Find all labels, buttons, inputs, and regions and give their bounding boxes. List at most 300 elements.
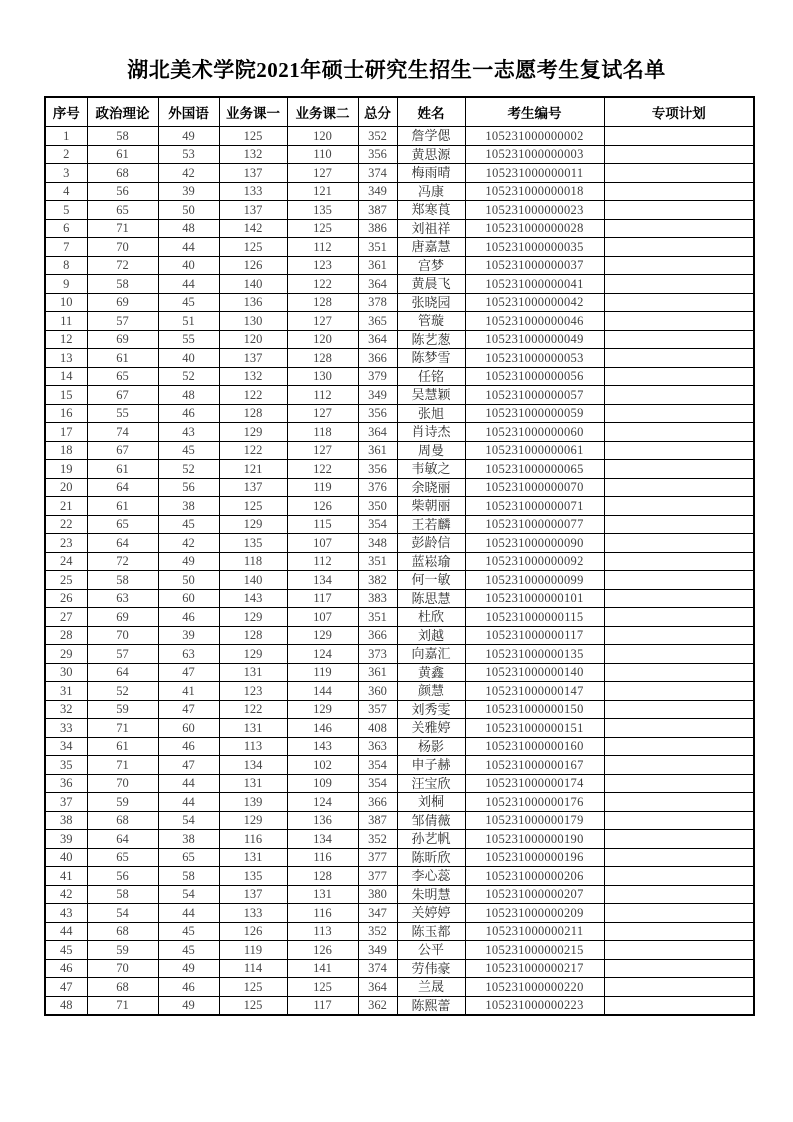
cell-special-plan <box>604 663 754 682</box>
cell-special-plan <box>604 312 754 331</box>
table-row <box>45 737 754 756</box>
cell-name: 王若麟 <box>397 515 465 534</box>
cell-total: 374 <box>358 959 397 978</box>
cell-foreign-language: 60 <box>158 589 219 608</box>
cell-politics: 74 <box>87 423 158 442</box>
cell-course1: 126 <box>219 256 287 275</box>
cell-special-plan <box>604 182 754 201</box>
cell-politics: 57 <box>87 312 158 331</box>
cell-name: 李心蕊 <box>397 867 465 886</box>
cell-politics: 67 <box>87 441 158 460</box>
cell-candidate-id: 105231000000150 <box>465 700 604 719</box>
cell-foreign-language: 47 <box>158 663 219 682</box>
cell-name: 陈玉都 <box>397 922 465 941</box>
cell-total: 347 <box>358 904 397 923</box>
cell-foreign-language: 42 <box>158 164 219 183</box>
cell-index: 7 <box>45 238 87 257</box>
cell-candidate-id: 105231000000011 <box>465 164 604 183</box>
table-row <box>45 756 754 775</box>
cell-candidate-id: 105231000000220 <box>465 978 604 997</box>
cell-total: 352 <box>358 127 397 146</box>
cell-index: 33 <box>45 719 87 738</box>
cell-name: 冯康 <box>397 182 465 201</box>
cell-special-plan <box>604 608 754 627</box>
cell-course2: 134 <box>287 830 358 849</box>
cell-special-plan <box>604 811 754 830</box>
cell-total: 361 <box>358 441 397 460</box>
cell-politics: 58 <box>87 571 158 590</box>
cell-foreign-language: 45 <box>158 941 219 960</box>
cell-foreign-language: 46 <box>158 978 219 997</box>
table-row <box>45 552 754 571</box>
cell-index: 21 <box>45 497 87 516</box>
cell-course1: 119 <box>219 941 287 960</box>
cell-politics: 59 <box>87 700 158 719</box>
cell-course2: 123 <box>287 256 358 275</box>
cell-course2: 121 <box>287 182 358 201</box>
cell-politics: 58 <box>87 127 158 146</box>
cell-name: 宫梦 <box>397 256 465 275</box>
cell-candidate-id: 105231000000090 <box>465 534 604 553</box>
cell-index: 19 <box>45 460 87 479</box>
cell-name: 劳伟豪 <box>397 959 465 978</box>
cell-course2: 113 <box>287 922 358 941</box>
table-row <box>45 460 754 479</box>
cell-foreign-language: 56 <box>158 478 219 497</box>
cell-course1: 132 <box>219 145 287 164</box>
cell-foreign-language: 53 <box>158 145 219 164</box>
cell-politics: 64 <box>87 830 158 849</box>
cell-politics: 69 <box>87 330 158 349</box>
cell-course1: 131 <box>219 663 287 682</box>
cell-total: 364 <box>358 423 397 442</box>
cell-special-plan <box>604 719 754 738</box>
cell-course2: 134 <box>287 571 358 590</box>
cell-politics: 70 <box>87 959 158 978</box>
cell-politics: 56 <box>87 867 158 886</box>
cell-course2: 131 <box>287 885 358 904</box>
cell-index: 45 <box>45 941 87 960</box>
cell-foreign-language: 48 <box>158 219 219 238</box>
cell-name: 黄思源 <box>397 145 465 164</box>
cell-course2: 127 <box>287 404 358 423</box>
cell-candidate-id: 105231000000049 <box>465 330 604 349</box>
cell-special-plan <box>604 460 754 479</box>
cell-name: 兰晟 <box>397 978 465 997</box>
table-row <box>45 127 754 146</box>
cell-total: 377 <box>358 848 397 867</box>
cell-course2: 128 <box>287 867 358 886</box>
cell-foreign-language: 51 <box>158 312 219 331</box>
cell-total: 360 <box>358 682 397 701</box>
cell-politics: 61 <box>87 737 158 756</box>
cell-politics: 68 <box>87 811 158 830</box>
cell-foreign-language: 44 <box>158 238 219 257</box>
cell-index: 9 <box>45 275 87 294</box>
cell-course1: 130 <box>219 312 287 331</box>
cell-course1: 135 <box>219 534 287 553</box>
cell-politics: 59 <box>87 793 158 812</box>
cell-politics: 65 <box>87 201 158 220</box>
cell-politics: 69 <box>87 608 158 627</box>
table-row <box>45 608 754 627</box>
cell-course1: 123 <box>219 682 287 701</box>
cell-special-plan <box>604 534 754 553</box>
cell-name: 唐嘉慧 <box>397 238 465 257</box>
table-row <box>45 238 754 257</box>
cell-course2: 118 <box>287 423 358 442</box>
cell-index: 12 <box>45 330 87 349</box>
table-row <box>45 182 754 201</box>
cell-total: 356 <box>358 404 397 423</box>
cell-foreign-language: 46 <box>158 737 219 756</box>
cell-candidate-id: 105231000000115 <box>465 608 604 627</box>
cell-politics: 70 <box>87 238 158 257</box>
cell-politics: 70 <box>87 774 158 793</box>
cell-politics: 72 <box>87 256 158 275</box>
cell-index: 18 <box>45 441 87 460</box>
cell-foreign-language: 54 <box>158 885 219 904</box>
cell-name: 余晓丽 <box>397 478 465 497</box>
cell-total: 374 <box>358 164 397 183</box>
cell-candidate-id: 105231000000065 <box>465 460 604 479</box>
table-row <box>45 571 754 590</box>
cell-total: 356 <box>358 145 397 164</box>
cell-index: 5 <box>45 201 87 220</box>
cell-foreign-language: 58 <box>158 867 219 886</box>
cell-foreign-language: 65 <box>158 848 219 867</box>
cell-total: 357 <box>358 700 397 719</box>
cell-course1: 125 <box>219 238 287 257</box>
cell-special-plan <box>604 238 754 257</box>
table-row <box>45 330 754 349</box>
cell-candidate-id: 105231000000223 <box>465 996 604 1015</box>
cell-candidate-id: 105231000000059 <box>465 404 604 423</box>
table-row <box>45 978 754 997</box>
cell-special-plan <box>604 867 754 886</box>
table-row <box>45 885 754 904</box>
cell-politics: 64 <box>87 534 158 553</box>
cell-special-plan <box>604 441 754 460</box>
cell-course1: 121 <box>219 460 287 479</box>
cell-candidate-id: 105231000000135 <box>465 645 604 664</box>
cell-special-plan <box>604 996 754 1015</box>
cell-candidate-id: 105231000000002 <box>465 127 604 146</box>
page-title: 湖北美术学院2021年硕士研究生招生一志愿考生复试名单 <box>127 58 666 82</box>
cell-course1: 134 <box>219 756 287 775</box>
cell-total: 366 <box>358 793 397 812</box>
cell-course2: 124 <box>287 793 358 812</box>
cell-politics: 58 <box>87 275 158 294</box>
cell-course2: 136 <box>287 811 358 830</box>
cell-candidate-id: 105231000000023 <box>465 201 604 220</box>
cell-course1: 131 <box>219 774 287 793</box>
cell-candidate-id: 105231000000077 <box>465 515 604 534</box>
cell-candidate-id: 105231000000060 <box>465 423 604 442</box>
cell-index: 6 <box>45 219 87 238</box>
cell-special-plan <box>604 645 754 664</box>
cell-index: 3 <box>45 164 87 183</box>
cell-course1: 139 <box>219 793 287 812</box>
column-header-course1: 业务课一 <box>219 97 287 127</box>
cell-politics: 59 <box>87 941 158 960</box>
cell-name: 刘桐 <box>397 793 465 812</box>
cell-foreign-language: 52 <box>158 460 219 479</box>
cell-course1: 118 <box>219 552 287 571</box>
cell-politics: 65 <box>87 515 158 534</box>
table-row <box>45 275 754 294</box>
cell-course2: 107 <box>287 534 358 553</box>
table-row <box>45 404 754 423</box>
cell-candidate-id: 105231000000003 <box>465 145 604 164</box>
cell-politics: 68 <box>87 922 158 941</box>
cell-course2: 127 <box>287 312 358 331</box>
cell-course1: 140 <box>219 275 287 294</box>
cell-candidate-id: 105231000000196 <box>465 848 604 867</box>
cell-course2: 122 <box>287 275 358 294</box>
cell-name: 张晓园 <box>397 293 465 312</box>
cell-candidate-id: 105231000000176 <box>465 793 604 812</box>
cell-candidate-id: 105231000000037 <box>465 256 604 275</box>
cell-index: 48 <box>45 996 87 1015</box>
cell-total: 349 <box>358 182 397 201</box>
cell-name: 管璇 <box>397 312 465 331</box>
cell-politics: 72 <box>87 552 158 571</box>
cell-special-plan <box>604 756 754 775</box>
cell-course1: 126 <box>219 922 287 941</box>
cell-foreign-language: 54 <box>158 811 219 830</box>
cell-candidate-id: 105231000000207 <box>465 885 604 904</box>
cell-name: 陈梦雪 <box>397 349 465 368</box>
cell-course1: 114 <box>219 959 287 978</box>
table-header-row <box>45 97 754 127</box>
cell-name: 任铭 <box>397 367 465 386</box>
cell-foreign-language: 46 <box>158 404 219 423</box>
cell-special-plan <box>604 978 754 997</box>
cell-course2: 117 <box>287 996 358 1015</box>
cell-index: 27 <box>45 608 87 627</box>
cell-name: 公平 <box>397 941 465 960</box>
cell-politics: 63 <box>87 589 158 608</box>
cell-total: 387 <box>358 811 397 830</box>
cell-total: 356 <box>358 460 397 479</box>
cell-course2: 117 <box>287 589 358 608</box>
cell-special-plan <box>604 349 754 368</box>
cell-foreign-language: 50 <box>158 201 219 220</box>
cell-special-plan <box>604 959 754 978</box>
cell-course2: 125 <box>287 219 358 238</box>
cell-total: 378 <box>358 293 397 312</box>
cell-foreign-language: 44 <box>158 904 219 923</box>
cell-special-plan <box>604 774 754 793</box>
cell-total: 376 <box>358 478 397 497</box>
cell-name: 向嘉汇 <box>397 645 465 664</box>
cell-foreign-language: 40 <box>158 349 219 368</box>
cell-candidate-id: 105231000000056 <box>465 367 604 386</box>
table-row <box>45 145 754 164</box>
cell-politics: 52 <box>87 682 158 701</box>
cell-politics: 58 <box>87 885 158 904</box>
column-header-candidate-id: 考生编号 <box>465 97 604 127</box>
table-row <box>45 904 754 923</box>
cell-name: 刘秀雯 <box>397 700 465 719</box>
cell-candidate-id: 105231000000041 <box>465 275 604 294</box>
cell-name: 申子赫 <box>397 756 465 775</box>
cell-politics: 65 <box>87 848 158 867</box>
cell-course1: 128 <box>219 626 287 645</box>
cell-index: 13 <box>45 349 87 368</box>
cell-name: 陈思慧 <box>397 589 465 608</box>
column-header-politics: 政治理论 <box>87 97 158 127</box>
cell-course1: 125 <box>219 978 287 997</box>
cell-name: 刘越 <box>397 626 465 645</box>
cell-course2: 130 <box>287 367 358 386</box>
cell-candidate-id: 105231000000028 <box>465 219 604 238</box>
cell-foreign-language: 38 <box>158 497 219 516</box>
cell-course1: 133 <box>219 182 287 201</box>
cell-foreign-language: 45 <box>158 293 219 312</box>
cell-course1: 129 <box>219 423 287 442</box>
cell-course2: 119 <box>287 478 358 497</box>
cell-foreign-language: 41 <box>158 682 219 701</box>
cell-special-plan <box>604 571 754 590</box>
cell-total: 364 <box>358 275 397 294</box>
cell-course1: 125 <box>219 497 287 516</box>
cell-index: 10 <box>45 293 87 312</box>
cell-course2: 135 <box>287 201 358 220</box>
cell-course2: 146 <box>287 719 358 738</box>
cell-candidate-id: 105231000000099 <box>465 571 604 590</box>
cell-total: 354 <box>358 515 397 534</box>
cell-course2: 110 <box>287 145 358 164</box>
table-row <box>45 645 754 664</box>
cell-course1: 140 <box>219 571 287 590</box>
cell-course2: 120 <box>287 330 358 349</box>
cell-candidate-id: 105231000000206 <box>465 867 604 886</box>
cell-index: 28 <box>45 626 87 645</box>
cell-course1: 113 <box>219 737 287 756</box>
cell-name: 肖诗杰 <box>397 423 465 442</box>
cell-special-plan <box>604 552 754 571</box>
cell-index: 16 <box>45 404 87 423</box>
cell-special-plan <box>604 922 754 941</box>
cell-course2: 102 <box>287 756 358 775</box>
cell-index: 4 <box>45 182 87 201</box>
column-header-total: 总分 <box>358 97 397 127</box>
candidates-score-table <box>44 96 755 1016</box>
column-header-special-plan: 专项计划 <box>604 97 754 127</box>
table-row <box>45 201 754 220</box>
cell-foreign-language: 49 <box>158 959 219 978</box>
cell-index: 39 <box>45 830 87 849</box>
cell-candidate-id: 105231000000070 <box>465 478 604 497</box>
cell-course2: 112 <box>287 238 358 257</box>
cell-course2: 126 <box>287 497 358 516</box>
cell-course2: 112 <box>287 386 358 405</box>
cell-politics: 69 <box>87 293 158 312</box>
cell-course2: 143 <box>287 737 358 756</box>
cell-index: 31 <box>45 682 87 701</box>
cell-foreign-language: 44 <box>158 275 219 294</box>
cell-index: 1 <box>45 127 87 146</box>
cell-name: 柴朝丽 <box>397 497 465 516</box>
cell-special-plan <box>604 737 754 756</box>
cell-name: 周曼 <box>397 441 465 460</box>
cell-index: 47 <box>45 978 87 997</box>
cell-candidate-id: 105231000000190 <box>465 830 604 849</box>
table-row <box>45 515 754 534</box>
cell-name: 陈艺葱 <box>397 330 465 349</box>
cell-total: 354 <box>358 774 397 793</box>
cell-special-plan <box>604 293 754 312</box>
cell-foreign-language: 50 <box>158 571 219 590</box>
cell-total: 383 <box>358 589 397 608</box>
table-row <box>45 774 754 793</box>
cell-name: 蓝崧瑜 <box>397 552 465 571</box>
cell-special-plan <box>604 497 754 516</box>
cell-course2: 127 <box>287 441 358 460</box>
table-row <box>45 219 754 238</box>
cell-politics: 57 <box>87 645 158 664</box>
cell-total: 351 <box>358 552 397 571</box>
cell-special-plan <box>604 885 754 904</box>
cell-index: 25 <box>45 571 87 590</box>
cell-course2: 126 <box>287 941 358 960</box>
cell-candidate-id: 105231000000215 <box>465 941 604 960</box>
table-row <box>45 848 754 867</box>
cell-total: 408 <box>358 719 397 738</box>
cell-candidate-id: 105231000000151 <box>465 719 604 738</box>
cell-index: 26 <box>45 589 87 608</box>
cell-foreign-language: 52 <box>158 367 219 386</box>
cell-candidate-id: 105231000000167 <box>465 756 604 775</box>
table-row <box>45 293 754 312</box>
cell-candidate-id: 105231000000160 <box>465 737 604 756</box>
cell-course1: 125 <box>219 996 287 1015</box>
table-row <box>45 589 754 608</box>
cell-name: 韦敏之 <box>397 460 465 479</box>
cell-course2: 127 <box>287 164 358 183</box>
cell-foreign-language: 48 <box>158 386 219 405</box>
table-row <box>45 700 754 719</box>
cell-course1: 135 <box>219 867 287 886</box>
table-row <box>45 682 754 701</box>
table-row <box>45 164 754 183</box>
cell-name: 杨影 <box>397 737 465 756</box>
cell-index: 34 <box>45 737 87 756</box>
cell-total: 380 <box>358 885 397 904</box>
cell-index: 32 <box>45 700 87 719</box>
cell-course2: 119 <box>287 663 358 682</box>
cell-special-plan <box>604 423 754 442</box>
cell-index: 29 <box>45 645 87 664</box>
table-row <box>45 534 754 553</box>
cell-course2: 109 <box>287 774 358 793</box>
cell-index: 42 <box>45 885 87 904</box>
table-header <box>45 97 754 127</box>
cell-total: 362 <box>358 996 397 1015</box>
cell-total: 363 <box>358 737 397 756</box>
cell-course2: 116 <box>287 848 358 867</box>
table-row <box>45 423 754 442</box>
cell-name: 邹倩薇 <box>397 811 465 830</box>
cell-name: 陈熙蕾 <box>397 996 465 1015</box>
cell-total: 377 <box>358 867 397 886</box>
cell-special-plan <box>604 478 754 497</box>
cell-politics: 65 <box>87 367 158 386</box>
cell-foreign-language: 43 <box>158 423 219 442</box>
cell-course1: 132 <box>219 367 287 386</box>
